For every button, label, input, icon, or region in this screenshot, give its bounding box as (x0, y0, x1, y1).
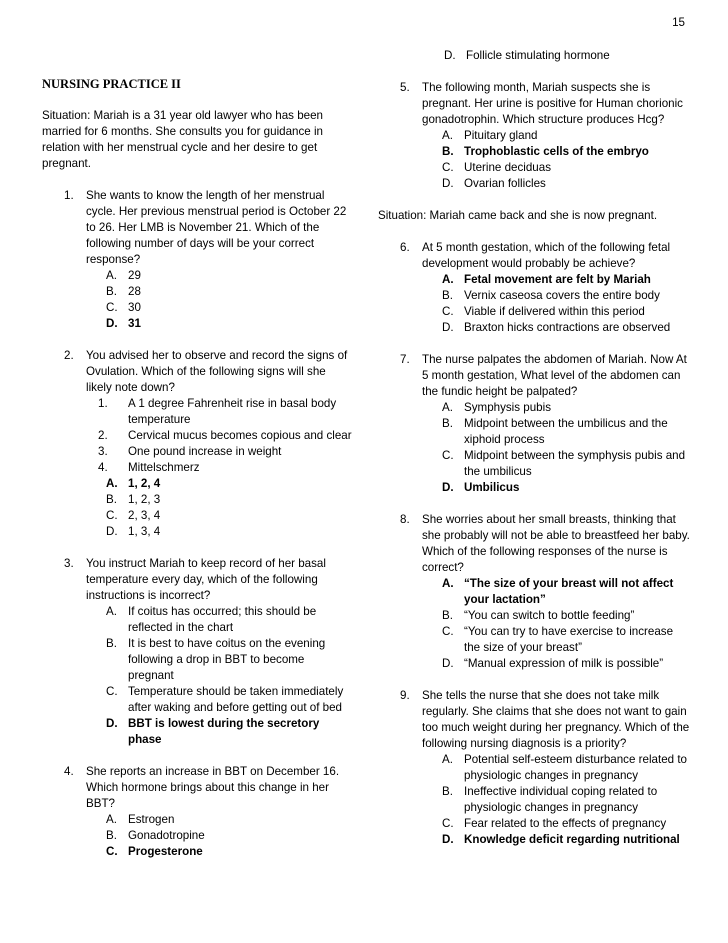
option-text: Braxton hicks contractions are observed (464, 321, 671, 334)
question-text: The following month, Mariah suspects she is pregnant. Her urine is positive for Human chorionic gonadotrophin. Which structure produces Hcg? (422, 81, 683, 126)
option-c (422, 304, 690, 320)
q4-option-d (378, 48, 690, 64)
option-text: BBT is lowest during the secretory phase (128, 717, 320, 746)
option-a (86, 268, 352, 284)
option-label: D. (442, 657, 454, 670)
option-b-answer (422, 144, 690, 160)
option-label: C. (442, 817, 454, 830)
option-text: Fear related to the effects of pregnancy (464, 817, 667, 830)
option-b (86, 284, 352, 300)
item-text: A 1 degree Fahrenheit rise in basal body temperature (128, 397, 337, 426)
option-text: 30 (128, 301, 141, 314)
question-number: 6. (400, 241, 410, 254)
sign-item-3 (86, 444, 352, 460)
option-a (422, 400, 690, 416)
sign-item-2 (86, 428, 352, 444)
option-label: C. (106, 685, 118, 698)
question-text: She tells the nurse that she does not take milk regularly. She claims that she does not want to gain too much weight during her pregnancy. Which of the following nursing diagnosis is a priority? (422, 689, 690, 750)
question-number: 8. (400, 513, 410, 526)
option-d (422, 176, 690, 192)
question-number: 2. (64, 349, 74, 362)
option-text: If coitus has occurred; this should be reflected in the chart (128, 605, 317, 634)
sign-item-4 (86, 460, 352, 476)
option-label: D. (106, 717, 118, 730)
option-text: Progesterone (128, 845, 203, 858)
item-text: Mittelschmerz (128, 461, 200, 474)
option-c (86, 684, 352, 716)
option-text: Estrogen (128, 813, 175, 826)
option-c (422, 816, 690, 832)
option-c (422, 448, 690, 480)
option-label: C. (106, 845, 118, 858)
option-text: Midpoint between the symphysis pubis and the umbilicus (464, 449, 686, 478)
option-label: B. (106, 829, 117, 842)
option-text: Viable if delivered within this period (464, 305, 645, 318)
option-b (86, 636, 352, 684)
option-label: D. (442, 177, 454, 190)
option-label: D. (442, 481, 454, 494)
option-text: Follicle stimulating hormone (466, 49, 610, 62)
option-text: Potential self-esteem disturbance related to physiologic changes in pregnancy (464, 753, 687, 782)
option-text: Pituitary gland (464, 129, 538, 142)
question-9 (378, 688, 690, 848)
option-b (422, 608, 690, 624)
option-d (86, 524, 352, 540)
option-c-answer (86, 844, 352, 860)
option-d-answer (422, 832, 690, 848)
option-d-answer (422, 480, 690, 496)
option-text: Knowledge deficit regarding nutritional (464, 833, 680, 846)
option-a (86, 604, 352, 636)
option-label: B. (442, 609, 453, 622)
item-label: 1. (98, 397, 108, 410)
option-a (422, 752, 690, 784)
question-number: 1. (64, 189, 74, 202)
option-text: Gonadotropine (128, 829, 205, 842)
option-b (86, 492, 352, 508)
option-d-answer (86, 716, 352, 748)
option-b (86, 828, 352, 844)
item-text: One pound increase in weight (128, 445, 282, 458)
question-1 (42, 188, 352, 332)
option-label: B. (442, 289, 453, 302)
question-text: The nurse palpates the abdomen of Mariah. Now At 5 month gestation, What level of the abdomen can the fundic height be palpated? (422, 353, 687, 398)
option-label: C. (106, 301, 118, 314)
question-number: 4. (64, 765, 74, 778)
left-column (42, 76, 352, 860)
option-text: 1, 2, 4 (128, 477, 161, 490)
sign-item-1 (86, 396, 352, 428)
option-text: Midpoint between the umbilicus and the xiphoid process (464, 417, 668, 446)
option-label: C. (106, 509, 118, 522)
option-label: C. (442, 161, 454, 174)
question-text: You instruct Mariah to keep record of her basal temperature every day, which of the following instructions is incorrect? (86, 557, 326, 602)
option-label: B. (106, 637, 117, 650)
page-heading: NURSING PRACTICE II (42, 77, 181, 91)
option-label: D. (106, 317, 118, 330)
right-column (378, 48, 690, 848)
option-d-answer (86, 316, 352, 332)
option-label: A. (106, 269, 117, 282)
option-label: C. (442, 449, 454, 462)
option-text: 1, 3, 4 (128, 525, 161, 538)
question-4 (42, 764, 352, 860)
question-number: 3. (64, 557, 74, 570)
option-label: B. (106, 285, 117, 298)
option-text: Ineffective individual coping related to physiologic changes in pregnancy (464, 785, 658, 814)
option-a-answer (422, 272, 690, 288)
option-b (422, 416, 690, 448)
option-label: A. (442, 577, 454, 590)
question-text: She wants to know the length of her menstrual cycle. Her previous menstrual period is October 22 to 26. Her LMB is November 21. Which of the following number of days will be your correct response? (86, 189, 347, 266)
item-text: Cervical mucus becomes copious and clear (128, 429, 352, 442)
option-label: D. (444, 49, 456, 62)
option-a (422, 128, 690, 144)
option-label: A. (106, 813, 117, 826)
option-label: A. (442, 753, 453, 766)
option-text: Vernix caseosa covers the entire body (464, 289, 660, 302)
question-text: You advised her to observe and record the signs of Ovulation. Which of the following signs will she likely note down? (86, 349, 348, 394)
option-label: A. (442, 129, 453, 142)
option-label: A. (106, 477, 118, 490)
question-7 (378, 352, 690, 496)
option-text: Umbilicus (464, 481, 520, 494)
option-d (422, 320, 690, 336)
option-label: C. (442, 625, 454, 638)
item-label: 3. (98, 445, 108, 458)
question-text: She worries about her small breasts, thinking that she probably will not be able to breastfeed her baby. Which of the following responses of the nurse is correct? (422, 513, 690, 574)
option-text: 29 (128, 269, 141, 282)
question-2 (42, 348, 352, 540)
option-text: Fetal movement are felt by Mariah (464, 273, 651, 286)
option-label: A. (442, 401, 453, 414)
option-c (86, 508, 352, 524)
question-6 (378, 240, 690, 336)
page-number: 15 (672, 16, 685, 29)
option-a-answer (86, 476, 352, 492)
option-text: “The size of your breast will not affect your lactation” (464, 577, 674, 606)
option-label: D. (442, 321, 454, 334)
option-b (422, 288, 690, 304)
option-label: A. (106, 605, 117, 618)
option-text: “Manual expression of milk is possible” (464, 657, 664, 670)
option-label: B. (442, 785, 453, 798)
option-text: Temperature should be taken immediately after waking and before getting out of bed (128, 685, 344, 714)
item-label: 4. (98, 461, 108, 474)
question-number: 7. (400, 353, 410, 366)
option-label: D. (442, 833, 454, 846)
option-a-answer (422, 576, 690, 608)
question-8 (378, 512, 690, 672)
option-text: 2, 3, 4 (128, 509, 161, 522)
item-label: 2. (98, 429, 108, 442)
option-label: B. (442, 417, 453, 430)
option-label: B. (106, 493, 117, 506)
question-3 (42, 556, 352, 748)
option-d (422, 656, 690, 672)
option-text: Uterine deciduas (464, 161, 552, 174)
option-c (86, 300, 352, 316)
option-b (422, 784, 690, 816)
option-text: 28 (128, 285, 141, 298)
option-text: It is best to have coitus on the evening following a drop in BBT to become pregnant (128, 637, 326, 682)
option-text: “You can try to have exercise to increase the size of your breast” (464, 625, 674, 654)
option-text: Trophoblastic cells of the embryo (464, 145, 649, 158)
option-text: 1, 2, 3 (128, 493, 161, 506)
option-label: C. (442, 305, 454, 318)
option-text: “You can switch to bottle feeding” (464, 609, 635, 622)
situation-1: Situation: Mariah is a 31 year old lawyer who has been married for 6 months. She consults you for guidance in relation with her menstrual cycle and her desire to get pregnant. (42, 109, 323, 170)
option-c (422, 160, 690, 176)
situation-2: Situation: Mariah came back and she is now pregnant. (378, 209, 658, 222)
question-number: 5. (400, 81, 410, 94)
question-number: 9. (400, 689, 410, 702)
question-text: At 5 month gestation, which of the following fetal development would probably be achieve? (422, 241, 671, 270)
option-label: D. (106, 525, 118, 538)
option-text: Ovarian follicles (464, 177, 546, 190)
option-label: A. (442, 273, 454, 286)
question-5 (378, 80, 690, 192)
option-text: 31 (128, 317, 141, 330)
option-text: Symphysis pubis (464, 401, 551, 414)
option-label: B. (442, 145, 454, 158)
question-text: She reports an increase in BBT on December 16. Which hormone brings about this change in her BBT? (86, 765, 340, 810)
option-c (422, 624, 690, 656)
option-a (86, 812, 352, 828)
